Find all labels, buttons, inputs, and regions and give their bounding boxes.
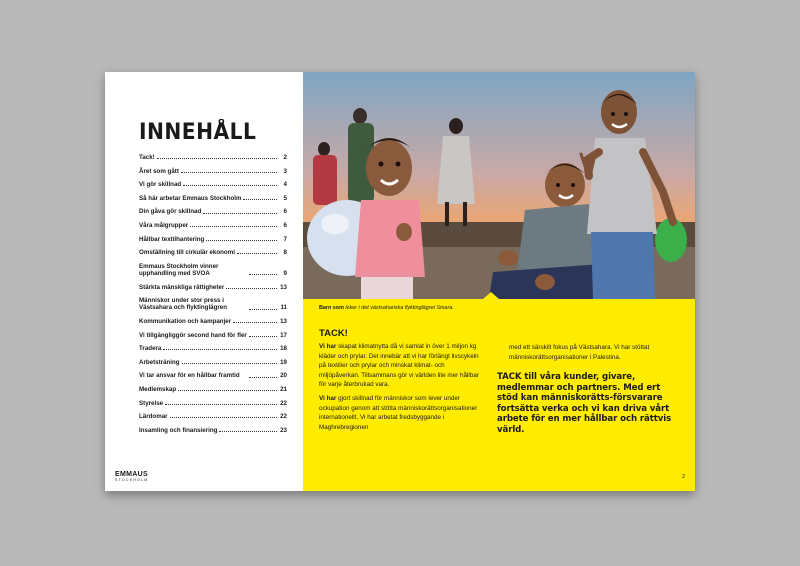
toc-item (139, 297, 287, 311)
toc-item-label: Arbetsträning (139, 358, 180, 366)
toc-item-label: Vi tar ansvar för en hållbar framtid (139, 372, 240, 380)
caption-text: leker i det västsahariska flyktinglägret Smara. (343, 305, 454, 311)
toc-leader-dots (249, 377, 277, 378)
toc-leader-dots (203, 213, 277, 214)
toc-leader-dots (249, 309, 277, 310)
toc-leader-dots (183, 185, 277, 186)
toc-item-label: Kommunikation och kampanjer (139, 317, 232, 325)
toc-item (139, 263, 287, 277)
toc-item-label: Styrelse (139, 399, 164, 407)
toc-leader-dots (170, 417, 277, 418)
tack-p2-bold: Vi har (319, 394, 337, 402)
toc-leader-dots (182, 363, 277, 364)
toc-item-page: 4 (283, 181, 287, 189)
toc-item-page: 6 (283, 208, 287, 216)
toc-item-page: 7 (283, 235, 287, 243)
toc-item-label: Tack! (139, 154, 155, 161)
content-page (303, 72, 695, 491)
toc-item-page: 19 (280, 358, 287, 366)
toc-item (139, 236, 287, 243)
toc-item (139, 208, 287, 215)
photo-illustration (303, 72, 695, 299)
page-number: 2 (681, 474, 685, 480)
toc-item (139, 249, 287, 256)
toc-leader-dots (226, 288, 277, 289)
photo-caption (319, 305, 454, 311)
toc-item (139, 413, 287, 420)
toc-item (139, 345, 287, 352)
tack-p1-text: skapat klimatnytta då vi samlat in över 1 miljon kg kläder och prylar. Det innebär att vi har förlängt livscykeln på textilier och prylar och minskat klimat- och miljöpåverkan. Tillsammans gör vi världen lite mer hållbar för varje återbrukad vara. (319, 343, 479, 389)
toc-leader-dots (233, 322, 277, 323)
toc-item-page: 22 (280, 399, 287, 407)
toc-item (139, 181, 287, 188)
tack-p1-bold: Vi har (319, 343, 337, 350)
toc-item-page: 20 (280, 372, 287, 380)
toc-item-page: 13 (280, 317, 287, 325)
toc-item-page: 2 (283, 154, 287, 161)
toc-item-label: Människor under stor press i Västsahara och flyktinglägren (139, 297, 228, 312)
toc-leader-dots (249, 274, 277, 275)
toc-item-page: 17 (280, 331, 287, 339)
toc-item-label: Hållbar textilhantering (139, 235, 205, 243)
tack-paragraph-3: med ett särskilt fokus på Västsahara. Vi har stöttat människorättsorganisationer i Palestina. (509, 344, 650, 361)
toc-item-page: 18 (280, 345, 287, 353)
toc-item-page: 23 (280, 426, 287, 434)
thanks-quote: TACK till våra kunder, givare, medlemmar och partners. Med ert stöd kan människorätts-försvarare fortsätta verka och vi kan driva vårt arbete för en mer hållbar och rättvis värld. (497, 372, 672, 435)
toc-item-label: Året som gått (139, 167, 179, 175)
tack-body-right (509, 343, 677, 366)
toc-item (139, 386, 287, 393)
tack-paragraph-2 (319, 394, 481, 432)
toc-item-label: Medlemskap (139, 385, 177, 393)
toc-item-page: 13 (280, 283, 287, 291)
brochure-spread (105, 72, 695, 491)
toc-item-label: Vi gör skillnad (139, 181, 182, 189)
toc-leader-dots (181, 172, 277, 173)
emmaus-logo (115, 471, 149, 483)
toc-leader-dots (163, 349, 277, 350)
toc-item (139, 168, 287, 175)
toc-leader-dots (206, 240, 277, 241)
toc-leader-dots (157, 158, 277, 159)
toc-item-label: Din gåva gör skillnad (139, 208, 202, 216)
toc-item (139, 318, 287, 325)
toc-item-page: 6 (283, 221, 287, 229)
logo-main-text: EMMAUS (115, 471, 148, 478)
toc-leader-dots (190, 226, 277, 227)
toc-item-label: Tradera (139, 345, 162, 353)
toc-leader-dots (178, 390, 277, 391)
toc-item-label: Så här arbetar Emmaus Stockholm (139, 194, 242, 202)
toc-item (139, 222, 287, 229)
toc-item (139, 332, 287, 339)
toc-title: INNEHÅLL (139, 120, 257, 145)
toc-leader-dots (165, 404, 277, 405)
caption-bold: Barn som (319, 305, 344, 311)
toc-item-label: Lärdomar (139, 413, 168, 421)
toc-item (139, 154, 287, 161)
toc-item-page: 22 (280, 413, 287, 421)
toc-item-label: Vi tillgängliggör second hand för fler (139, 331, 247, 339)
tack-p2-text: gjort skillnad för människor som lever under ockupation genom att stötta människorättsorganisationer internationellt. Vi har arbetat fredsbyggande i Maghrebregionen (319, 394, 478, 431)
toc-item (139, 372, 287, 379)
toc-item-label: Omställning till cirkulär ekonomi (139, 249, 235, 257)
toc-item-page: 3 (283, 167, 287, 175)
toc-item (139, 427, 287, 434)
logo-sub-text: STOCKHOLM (115, 478, 149, 482)
toc-item-label: Våra målgrupper (139, 221, 189, 229)
toc-item (139, 400, 287, 407)
tack-heading: TACK! (319, 328, 348, 339)
toc-item (139, 359, 287, 366)
toc-item (139, 284, 287, 291)
tack-paragraph-1 (319, 342, 481, 390)
toc-item-page: 5 (283, 194, 287, 202)
toc-item-page: 8 (283, 249, 287, 257)
toc-leader-dots (219, 431, 277, 432)
toc-page (105, 72, 303, 491)
toc-item-page: 11 (280, 304, 287, 312)
toc-item-label: Emmaus Stockholm vinner upphandling med SVOA (139, 262, 219, 277)
toc-item-label: Stärkta mänskliga rättigheter (139, 283, 225, 291)
tack-body-left (319, 342, 481, 436)
toc-leader-dots (243, 199, 277, 200)
toc-list (139, 154, 287, 440)
children-photo (303, 72, 695, 299)
toc-leader-dots (249, 336, 277, 337)
toc-item-label: Insamling och finansiering (139, 426, 218, 434)
toc-item-page: 9 (283, 269, 287, 277)
toc-item-page: 21 (280, 385, 287, 393)
toc-item (139, 195, 287, 202)
toc-leader-dots (237, 253, 277, 254)
